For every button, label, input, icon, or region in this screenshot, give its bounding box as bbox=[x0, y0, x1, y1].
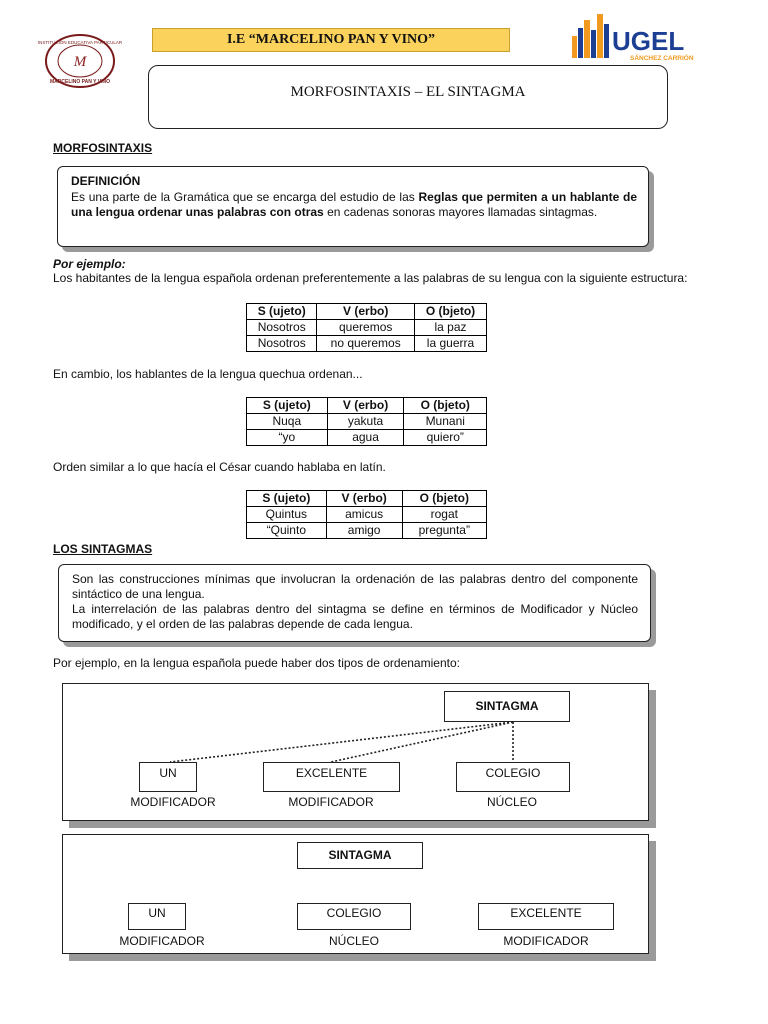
diagram-1-role-excelente: MODIFICADOR bbox=[288, 795, 374, 809]
table-cell: Nosotros bbox=[247, 336, 317, 352]
morfosintaxis-heading: MORFOSINTAXIS bbox=[53, 141, 153, 155]
diagram-2-node-colegio: COLEGIO bbox=[297, 903, 411, 930]
table-cell: queremos bbox=[317, 320, 415, 336]
table-cell: Nosotros bbox=[247, 320, 317, 336]
diagram-2-root-node: SINTAGMA bbox=[297, 842, 423, 869]
table-cell: la paz bbox=[414, 320, 486, 336]
seal-text-bottom: MARCELINO PAN Y VINO bbox=[49, 79, 111, 85]
school-name-banner: I.E “MARCELINO PAN Y VINO” bbox=[152, 28, 510, 52]
header-object: O (bjeto) bbox=[404, 398, 487, 414]
table-cell: Munani bbox=[404, 414, 487, 430]
ugel-subtitle: SÁNCHEZ CARRIÓN bbox=[630, 55, 694, 62]
sintagmas-line-2: La interrelación de las palabras dentro del sintagma se define en términos de Modificador y Núcleo modificado, y el orden de las palabras depende de cada lengua. bbox=[72, 602, 638, 631]
table-cell: rogat bbox=[402, 507, 486, 523]
diagram-1-node-un: UN bbox=[139, 762, 197, 792]
examples-label: Por ejemplo: bbox=[53, 257, 126, 271]
diagram-1-role-colegio: NÚCLEO bbox=[486, 795, 537, 809]
header-object: O (bjeto) bbox=[414, 304, 486, 320]
header-verb: V (erbo) bbox=[327, 398, 404, 414]
examples-intro: Los habitantes de la lengua española ordenan preferentemente a las palabras de su lengua con la siguiente estructura: bbox=[53, 271, 688, 285]
header-object: O (bjeto) bbox=[402, 491, 486, 507]
table-cell: Quintus bbox=[247, 507, 327, 523]
header-verb: V (erbo) bbox=[326, 491, 402, 507]
header-subject: S (ujeto) bbox=[247, 304, 317, 320]
table-cell: yakuta bbox=[327, 414, 404, 430]
header-subject: S (ujeto) bbox=[247, 491, 327, 507]
header-subject: S (ujeto) bbox=[247, 398, 328, 414]
table-cell: “yo bbox=[247, 430, 328, 446]
definition-text-bold: Reglas que permiten a un hablante de una lengua ordenar unas palabras con otras bbox=[71, 190, 638, 219]
definition-text-pre: Es una parte de la Gramática que se encarga del estudio de las bbox=[71, 190, 419, 204]
ordering-intro: Por ejemplo, en la lengua española puede haber dos tipos de ordenamiento: bbox=[53, 656, 460, 670]
diagram-1-root-node: SINTAGMA bbox=[444, 691, 570, 722]
diagram-2-node-excelente: EXCELENTE bbox=[478, 903, 614, 930]
table-cell: “Quinto bbox=[247, 523, 327, 539]
diagram-2-role-excelente: MODIFICADOR bbox=[503, 934, 589, 948]
diagram-2-role-colegio: NÚCLEO bbox=[328, 934, 379, 948]
definition-text-post: en cadenas sonoras mayores llamadas sintagmas. bbox=[323, 205, 598, 219]
table-cell: quiero” bbox=[404, 430, 487, 446]
seal-monogram: M bbox=[73, 54, 87, 70]
diagram-2-node-un: UN bbox=[128, 903, 186, 930]
ugel-wordmark: UGEL bbox=[612, 26, 685, 56]
quechua-intro: En cambio, los hablantes de la lengua quechua ordenan... bbox=[53, 367, 363, 381]
table-cell: agua bbox=[327, 430, 404, 446]
page-title: MORFOSINTAXIS – EL SINTAGMA bbox=[148, 65, 668, 129]
diagram-1-link-excelente bbox=[331, 722, 513, 762]
diagram-2-role-un: MODIFICADOR bbox=[119, 934, 205, 948]
table-cell: pregunta” bbox=[402, 523, 486, 539]
header-verb: V (erbo) bbox=[317, 304, 415, 320]
sintagmas-heading: LOS SINTAGMAS bbox=[53, 542, 153, 556]
table-cell: la guerra bbox=[414, 336, 486, 352]
diagram-1-node-excelente: EXCELENTE bbox=[263, 762, 400, 792]
diagram-1-role-un: MODIFICADOR bbox=[130, 795, 216, 809]
table-cell: no queremos bbox=[317, 336, 415, 352]
diagram-1-node-colegio: COLEGIO bbox=[456, 762, 570, 792]
latin-intro: Orden similar a lo que hacía el César cuando hablaba en latín. bbox=[53, 460, 386, 474]
seal-text-top: INSTITUCIÓN EDUCATIVA PARTICULAR bbox=[37, 40, 123, 45]
definition-label: DEFINICIÓN bbox=[71, 174, 141, 188]
table-cell: Nuqa bbox=[247, 414, 328, 430]
diagram-1-link-un bbox=[170, 722, 513, 762]
table-cell: amigo bbox=[326, 523, 402, 539]
sintagmas-line-1: Son las construcciones mínimas que involucran la ordenación de las palabras dentro del componente sintáctico de una lengua. bbox=[72, 572, 638, 601]
table-cell: amicus bbox=[326, 507, 402, 523]
